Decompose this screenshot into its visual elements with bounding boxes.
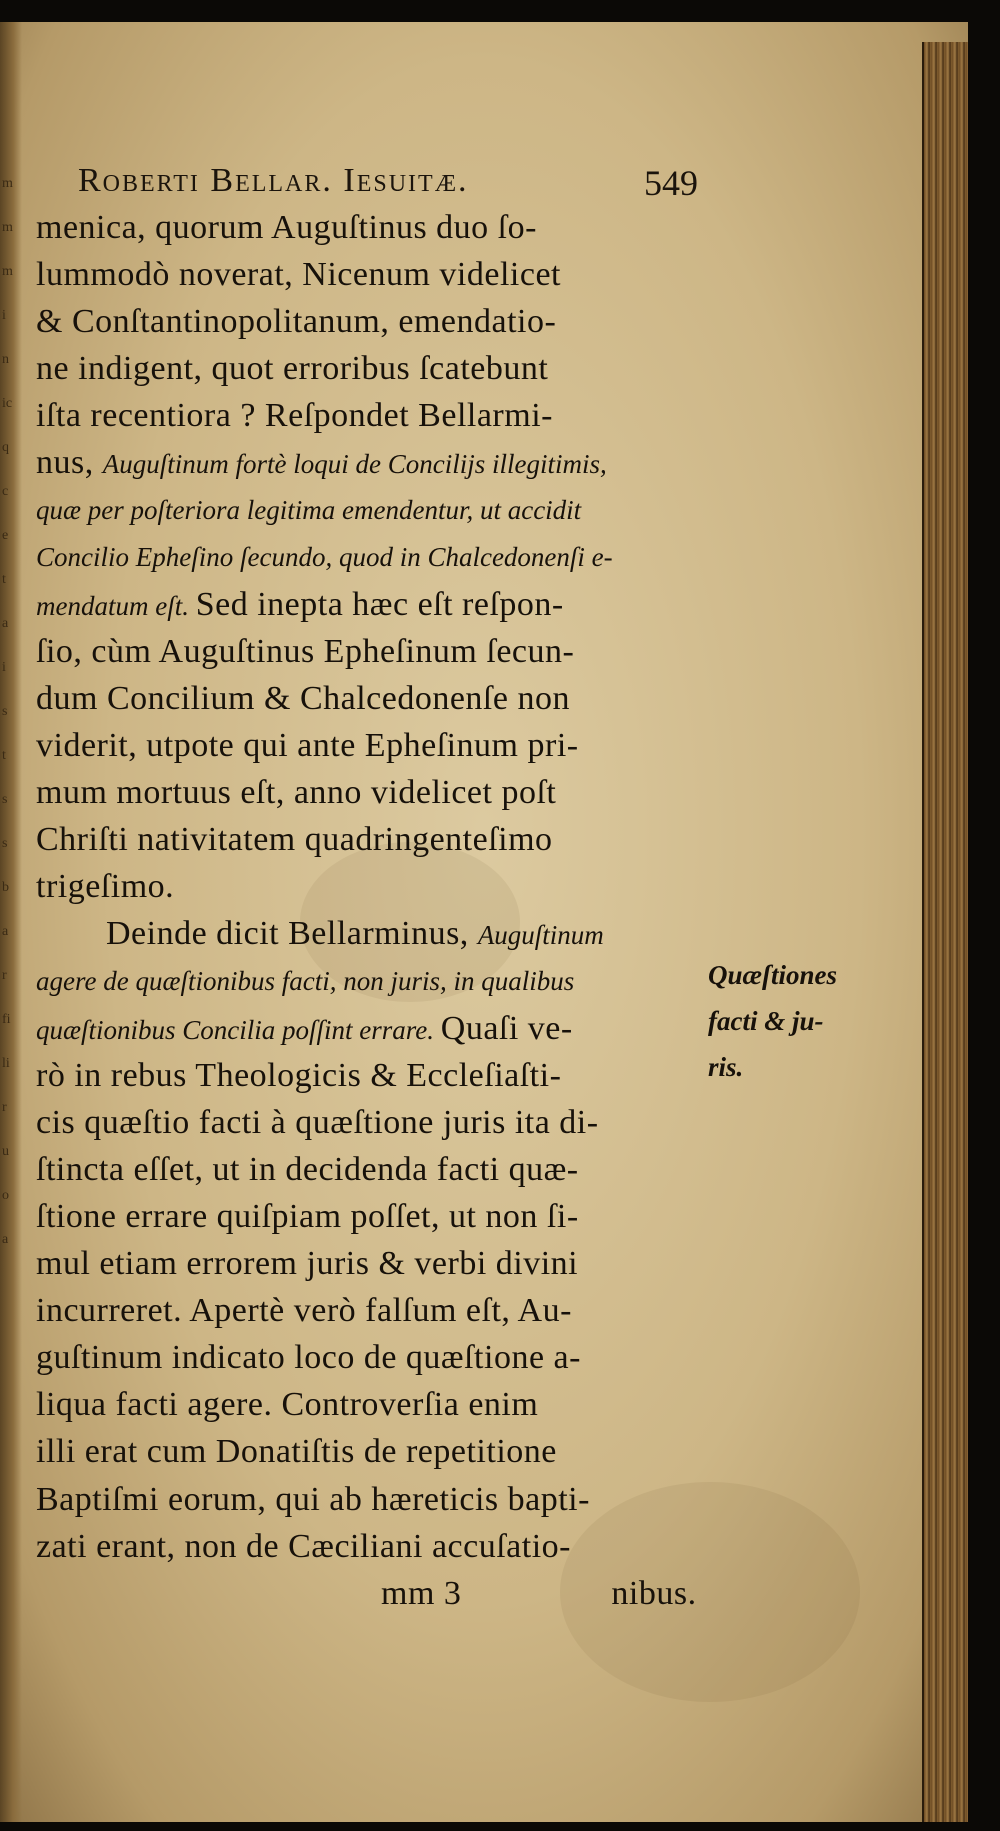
facing-page-letter: m [2, 264, 13, 279]
facing-page-letter: m [2, 176, 13, 191]
text-line: dum Concilium & Chalcedonenſe non [36, 679, 570, 717]
facing-page-letter: m [2, 220, 13, 235]
facing-page-letter: t [2, 748, 6, 763]
text-line: menica, quorum Auguſtinus duo ſo- [36, 209, 537, 246]
signature-mark: mm 3 [381, 1574, 462, 1612]
italic-quotation-line: Concilio Epheſino ſecundo, quod in Chalcedonenſi e- [36, 541, 613, 572]
text-line: ne indigent, quot erroribus ſcatebunt [36, 350, 549, 388]
text-line: liqua facti agere. Controverſia enim [36, 1386, 539, 1424]
facing-page-letter: e [2, 528, 9, 543]
text-line: incurreret. Apertè verò falſum eſt, Au- [36, 1292, 572, 1330]
facing-page-letter: i [2, 660, 6, 675]
text-segment: Deinde dicit Bellarminus, [106, 915, 478, 953]
signature-line [36, 1570, 726, 1617]
italic-quotation-line: quæ per poſteriora legitima emendentur, ut accidit [36, 494, 582, 525]
facing-page-letter: u [2, 1144, 9, 1159]
facing-page-letter: q [2, 440, 9, 455]
facing-page-letter: a [2, 1232, 9, 1247]
italic-quotation: Auguſtinum [477, 920, 604, 951]
text-line: mum mortuus eſt, anno videlicet poſt [36, 774, 557, 812]
facing-page-letter: r [2, 968, 7, 983]
text-line: Baptiſmi eorum, qui ab hæreticis bapti- [36, 1480, 590, 1518]
text-line: viderit, utpote qui ante Epheſinum pri- [36, 727, 579, 765]
facing-page-letters [2, 162, 22, 1262]
facing-page-letter: a [2, 924, 9, 939]
book-page [0, 22, 968, 1822]
italic-quotation: quæſtionibus Concilia poſſint errare. [36, 1014, 441, 1045]
facing-page-letter: b [2, 880, 9, 895]
text-line [36, 1005, 726, 1052]
text-line: trigeſimo. [36, 868, 175, 906]
marginal-note-line: Quæſtiones [708, 960, 838, 990]
text-line: rò in rebus Theologicis & Eccleſiaſti- [36, 1056, 562, 1094]
facing-page-letter: li [2, 1056, 10, 1071]
facing-page-letter: s [2, 704, 8, 719]
page-edge [922, 42, 968, 1822]
running-head: Roberti Bellar. Iesuitæ. [78, 162, 469, 199]
italic-quotation: mendatum eſt. [36, 590, 196, 621]
facing-page-letter: c [2, 484, 9, 499]
facing-page-letter: i [2, 308, 6, 323]
page-number: 549 [644, 163, 698, 203]
body-text [36, 204, 726, 1617]
italic-quotation-line: agere de quæſtionibus facti, non juris, in qualibus [36, 965, 575, 996]
marginal-note [708, 952, 838, 1090]
facing-page-letter: t [2, 572, 6, 587]
text-line: ſio, cùm Auguſtinus Epheſinum ſecun- [36, 632, 575, 670]
text-line: Chriſti nativitatem quadringenteſimo [36, 821, 553, 859]
text-line: zati erant, non de Cæciliani accuſatio- [36, 1527, 571, 1565]
facing-page-letter: n [2, 352, 9, 367]
catchword: nibus. [611, 1574, 697, 1612]
marginal-note-line: facti & ju- [708, 1006, 824, 1036]
text-line: ſtione errare quiſpiam poſſet, ut non ſi- [36, 1197, 579, 1235]
italic-quotation: Auguſtinum fortè loqui de Concilijs illegitimis, [102, 449, 607, 480]
text-segment: Quaſi ve- [440, 1009, 573, 1047]
text-line: lummodò noverat, Nicenum videlicet [36, 256, 561, 294]
text-line: & Conſtantinopolitanum, emendatio- [36, 303, 557, 341]
facing-page-letter: o [2, 1188, 9, 1203]
facing-page-letter: r [2, 1100, 7, 1115]
paragraph-start-line [36, 910, 726, 957]
facing-page-letter: ic [2, 396, 13, 411]
facing-page-letter: s [2, 836, 8, 851]
marginal-note-line: ris. [708, 1052, 744, 1082]
text-segment: nus, [36, 444, 103, 482]
text-line [36, 439, 726, 486]
text-line: iſta recentiora ? Reſpondet Bellarmi- [36, 397, 553, 435]
page-gutter [0, 22, 22, 1822]
text-segment: Sed inepta hæc eſt reſpon- [195, 585, 564, 623]
text-line: ſtincta eſſet, ut in decidenda facti quæ- [36, 1150, 579, 1188]
facing-page-letter: a [2, 616, 9, 631]
facing-page-letter: s [2, 792, 8, 807]
text-line: mul etiam errorem juris & verbi divini [36, 1245, 579, 1283]
facing-page-letter: fi [2, 1012, 11, 1027]
text-line [36, 581, 726, 628]
text-line: illi erat cum Donatiſtis de repetitione [36, 1433, 557, 1471]
text-line: guſtinum indicato loco de quæſtione a- [36, 1339, 581, 1377]
text-line: cis quæſtio facti à quæſtione juris ita di- [36, 1103, 599, 1141]
